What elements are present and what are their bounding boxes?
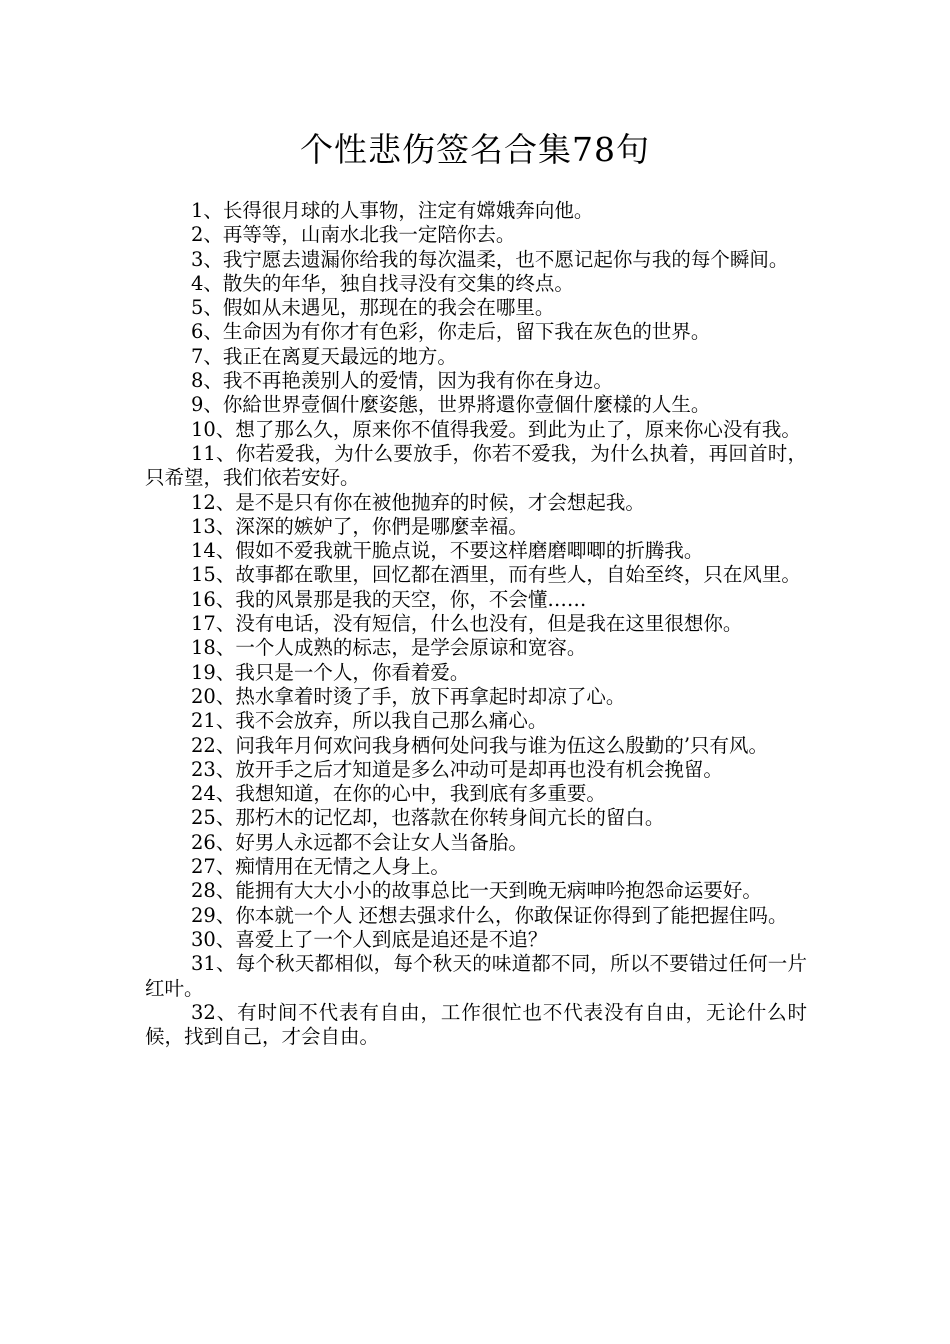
list-item: 28、能拥有大大小小的故事总比一天到晚无病呻吟抱怨命运要好。 [191, 879, 762, 903]
list-item: 11、你若爱我，为什么要放手，你若不爱我，为什么执着，再回首时，只希望，我们依若安好。 [145, 441, 807, 490]
list-item: 3、我宁愿去遗漏你给我的每次温柔，也不愿记起你与我的每个瞬间。 [191, 247, 789, 271]
list-item: 10、想了那么久，原来你不值得我爱。到此为止了，原来你心没有我。 [191, 417, 801, 441]
list-item: 1、长得很月球的人事物，注定有嫦娥奔向他。 [191, 199, 594, 222]
list-item: 18、一个人成熟的标志，是学会原谅和宽容。 [191, 636, 587, 660]
list-item: 13、深深的嫉妒了，你們是哪麼幸福。 [191, 514, 528, 538]
list-item: 14、假如不爱我就干脆点说，不要这样磨磨唧唧的折腾我。 [191, 539, 704, 563]
list-item: 22、问我年月何欢问我身栖何处问我与谁为伍这么殷勤的’只有风。 [191, 733, 769, 757]
list-item: 31、每个秋天都相似，每个秋天的味道都不同，所以不要错过任何一片红叶。 [145, 952, 807, 1000]
list-item: 30、喜爱上了一个人到底是追还是不追？ [191, 927, 548, 951]
list-item: 2、再等等，山南水北我一定陪你去。 [191, 223, 516, 247]
list-item: 6、生命因为有你才有色彩，你走后，留下我在灰色的世界。 [191, 320, 711, 344]
list-item: 20、热水拿着时烫了手，放下再拿起时却凉了心。 [191, 684, 626, 708]
list-item: 9、你給世界壹個什麼姿態，世界將還你壹個什麼樣的人生。 [191, 393, 711, 417]
list-item: 8、我不再艳羡别人的爱情，因为我有你在身边。 [191, 369, 613, 393]
list-item: 23、放开手之后才知道是多么冲动可是却再也没有机会挽留。 [191, 757, 723, 781]
list-item: 32、有时间不代表有自由，工作很忙也不代表没有自由，无论什么时候，找到自己，才会自由。 [145, 1000, 807, 1049]
list-item: 27、痴情用在无情之人身上。 [191, 855, 450, 879]
signature-list [145, 199, 807, 1049]
list-item: 16、我的风景那是我的天空，你，不会懂…… [191, 587, 587, 611]
list-item: 29、你本就一个人 还想去强求什么，你敢保证你得到了能把握住吗。 [191, 903, 788, 927]
list-item: 5、假如从未遇见，那现在的我会在哪里。 [191, 296, 555, 320]
list-item: 19、我只是一个人，你看着爱。 [191, 660, 470, 684]
list-item: 12、是不是只有你在被他抛弃的时候，才会想起我。 [191, 490, 645, 514]
list-item: 25、那朽木的记忆却，也落款在你转身间亢长的留白。 [191, 806, 665, 830]
list-item: 15、故事都在歌里，回忆都在酒里，而有些人，自始至终，只在风里。 [191, 563, 801, 587]
list-item: 21、我不会放弃，所以我自己那么痛心。 [191, 709, 548, 733]
list-item: 24、我想知道，在你的心中，我到底有多重要。 [191, 782, 606, 806]
list-item: 17、没有电话，没有短信，什么也没有，但是我在这里很想你。 [191, 612, 743, 636]
list-item: 26、好男人永远都不会让女人当备胎。 [191, 830, 528, 854]
list-item: 7、我正在离夏天最远的地方。 [191, 344, 457, 368]
page-title: 个性悲伤签名合集78句 [300, 130, 650, 169]
list-item: 4、散失的年华，独自找寻没有交集的终点。 [191, 271, 574, 295]
